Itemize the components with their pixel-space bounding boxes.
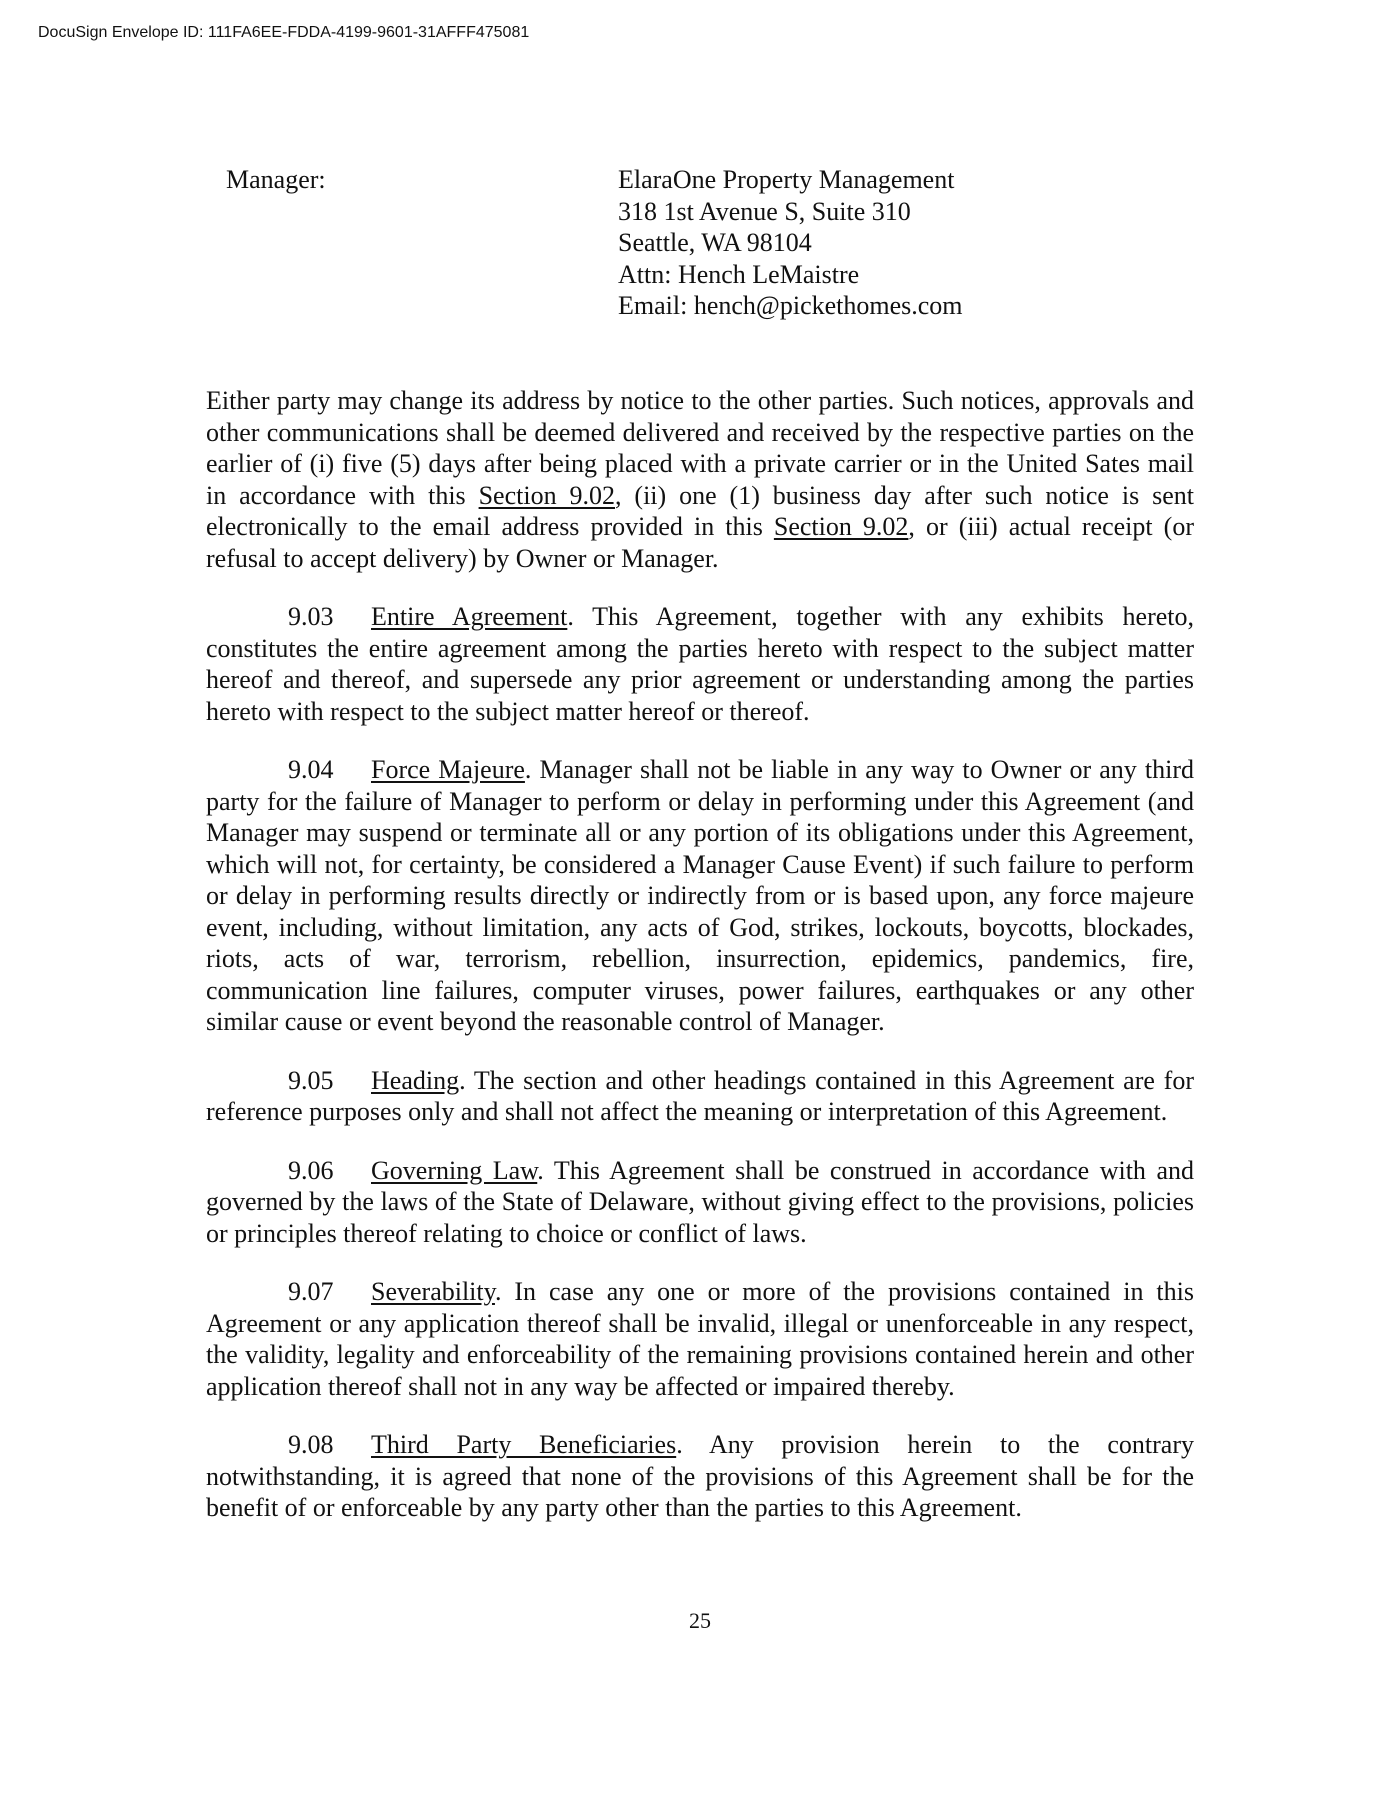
section-text: . The section and other headings contained in this Agreement are for reference purposes only and shall not affect the meaning or interpretation of this Agreement. bbox=[206, 1065, 1194, 1126]
envelope-header: DocuSign Envelope ID: 111FA6EE-FDDA-4199-9601-31AFFF475081 bbox=[38, 24, 530, 41]
notice-address-block bbox=[206, 164, 1194, 329]
section-title: Governing Law bbox=[371, 1155, 538, 1185]
section-9-05 bbox=[206, 1065, 1194, 1128]
paragraph-text: , or (iii) actual receipt (or refusal to accept delivery) by Owner or Manager. bbox=[206, 512, 1194, 573]
document-body bbox=[206, 164, 1194, 1551]
address-line: Seattle, WA 98104 bbox=[618, 228, 812, 257]
section-number: 9.03 bbox=[288, 602, 334, 631]
paragraph-text: Either party may change its address by notice to the other parties. Such notices, approvals and other communications shall be deemed delivered and received by the respective parties on the earlier of (i) five (5) days after being placed with a private carrier or in the United Sates mail in accordance with this bbox=[206, 386, 1194, 510]
section-title: Third Party Beneficiaries bbox=[371, 1430, 677, 1459]
section-title: Heading bbox=[371, 1065, 460, 1095]
section-title: Severability bbox=[371, 1277, 495, 1306]
address-line-email: Email: hench@pickethomes.com bbox=[618, 291, 963, 320]
section-reference: Section 9.02 bbox=[478, 480, 615, 510]
section-number: 9.08 bbox=[288, 1430, 334, 1459]
notice-address bbox=[618, 164, 963, 322]
section-text: . In case any one or more of the provisions contained in this Agreement or any application thereof shall be invalid, illegal or unenforceable in any respect, the validity, legality and enforceability of the remaining provisions contained herein and other application thereof shall not in any way be affected or impaired thereby. bbox=[206, 1277, 1194, 1401]
section-title: Force Majeure bbox=[371, 755, 525, 784]
notice-paragraph bbox=[206, 385, 1194, 574]
section-text: . This Agreement shall be construed in accordance with and governed by the laws of the State of Delaware, without giving effect to the provisions, policies or principles thereof relating to choice or conflict of laws. bbox=[206, 1155, 1194, 1248]
address-line: 318 1st Avenue S, Suite 310 bbox=[618, 196, 911, 226]
section-text: . This Agreement, together with any exhibits hereto, constitutes the entire agreement among the parties hereto with respect to the subject matter hereof and thereof, and supersede any prior agreement or understanding among the parties hereto with respect to the subject matter hereof or thereof. bbox=[206, 602, 1194, 726]
section-reference: Section 9.02 bbox=[773, 512, 909, 541]
section-9-06 bbox=[206, 1155, 1194, 1250]
section-number: 9.06 bbox=[288, 1155, 334, 1185]
section-number: 9.05 bbox=[288, 1065, 334, 1095]
section-text: . Manager shall not be liable in any way to Owner or any third party for the failure of Manager to perform or delay in performing under this Agreement (and Manager may suspend or terminate all or any portion of its obligations under this Agreement, which will not, for certainty, be considered a Manager Cause Event) if such failure to perform or delay in performing results directly or indirectly from or is based upon, any force majeure event, including, without limitation, any acts of God, strikes, lockouts, boycotts, blockades, riots, acts of war, terrorism, rebellion, insurrection, epidemics, pandemics, fire, communication line failures, computer viruses, power failures, earthquakes or any other similar cause or event beyond the reasonable control of Manager. bbox=[206, 755, 1195, 1036]
section-title: Entire Agreement bbox=[371, 602, 568, 631]
paragraph-text: , (ii) one (1) business day after such notice is sent electronically to the email address provided in this bbox=[206, 480, 1194, 541]
section-9-07 bbox=[206, 1276, 1194, 1402]
section-9-08 bbox=[206, 1429, 1194, 1524]
section-9-04 bbox=[206, 754, 1194, 1038]
address-line: Attn: Hench LeMaistre bbox=[618, 259, 860, 289]
section-9-03 bbox=[206, 601, 1194, 727]
section-number: 9.07 bbox=[288, 1277, 334, 1306]
page-number: 25 bbox=[689, 1608, 711, 1633]
section-text: . Any provision herein to the contrary notwithstanding, it is agreed that none of the provisions of this Agreement shall be for the benefit of or enforceable by any party other than the parties to this Agreement. bbox=[206, 1430, 1194, 1522]
address-line: ElaraOne Property Management bbox=[618, 165, 955, 194]
section-number: 9.04 bbox=[288, 755, 334, 784]
notice-party-label: Manager: bbox=[226, 165, 326, 194]
